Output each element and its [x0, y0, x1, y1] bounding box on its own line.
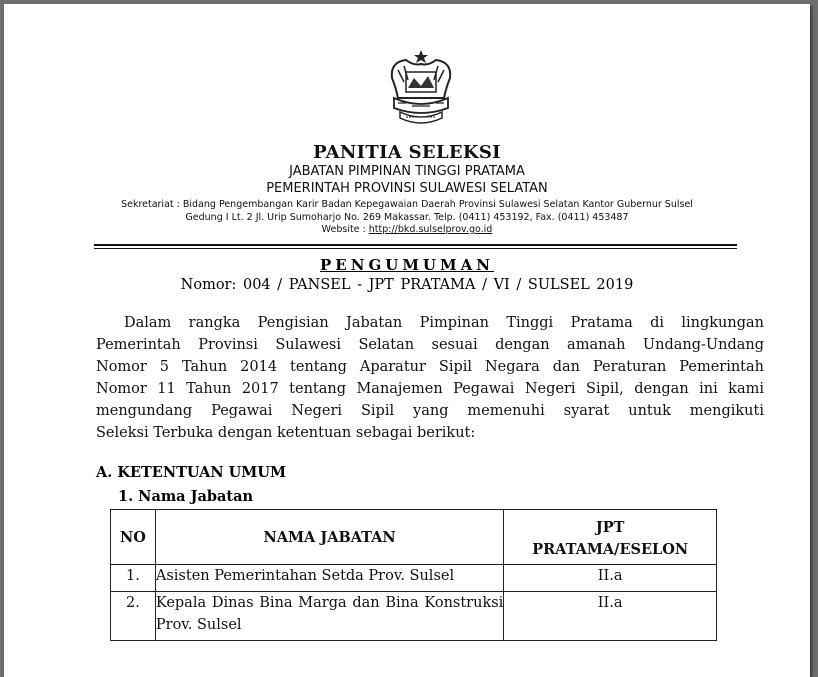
section-heading-a: A. KETENTUAN UMUM: [96, 464, 287, 481]
announcement-number: Nomor: 004 / PANSEL - JPT PRATAMA / VI / SULSEL 2019: [180, 277, 634, 293]
header-position-name: NAMA JABATAN: [155, 510, 503, 565]
letterhead-divider-thick: [94, 244, 737, 246]
document-page: [4, 4, 810, 677]
header-jpt: [504, 510, 717, 565]
body-line: Dalam rangka Pengisian Jabatan Pimpinan Tinggi Pratama di lingkungan: [124, 315, 764, 331]
row-grade: II.a: [504, 565, 717, 592]
row-number: 1.: [111, 565, 156, 592]
table-row: [111, 565, 717, 592]
body-line: Pemerintah Provinsi Sulawesi Selatan sesuai dengan amanah Undang-Undang: [96, 337, 764, 353]
website-line: [4, 224, 810, 235]
body-line: Nomor 11 Tahun 2017 tentang Manajemen Pegawai Negeri Sipil, dengan ini kami: [96, 381, 764, 397]
header-jpt-line1: JPT: [595, 519, 625, 536]
row-number: 2.: [111, 592, 156, 641]
announcement-title: PENGUMUMAN: [320, 256, 494, 274]
website-link[interactable]: http://bkd.sulselprov.go.id: [368, 224, 493, 235]
website-label: Website :: [321, 224, 369, 235]
table-row: [111, 592, 717, 641]
letterhead-divider-thin: [94, 248, 737, 249]
table-header-row: [111, 510, 717, 565]
row-position-name: Kepala Dinas Bina Marga dan Bina Konstruksi Prov. Sulsel: [155, 592, 503, 641]
row-position-name: Asisten Pemerintahan Setda Prov. Sulsel: [155, 565, 503, 592]
provincial-emblem-icon: [384, 48, 458, 128]
committee-title: PANITIA SELEKSI: [313, 142, 501, 163]
header-no: NO: [111, 510, 156, 565]
secretariat-line: Sekretariat : Bidang Pengembangan Karir Badan Kepegawaian Daerah Provinsi Sulawesi Selatan Kantor Gubernur Sulsel: [121, 199, 693, 210]
body-line: Nomor 5 Tahun 2014 tentang Aparatur Sipil Negara dan Peraturan Pemerintah: [96, 359, 764, 375]
header-jpt-line2: PRATAMA/ESELON: [532, 541, 689, 558]
committee-subtitle-1: JABATAN PIMPINAN TINGGI PRATAMA: [289, 164, 525, 179]
committee-subtitle-2: PEMERINTAH PROVINSI SULAWESI SELATAN: [266, 181, 548, 196]
body-line: mengundang Pegawai Negeri Sipil yang memenuhi syarat untuk mengikuti: [96, 403, 764, 419]
subsection-heading-1: 1. Nama Jabatan: [118, 488, 254, 505]
position-table: [110, 509, 717, 641]
body-line: Seleksi Terbuka dengan ketentuan sebagai berikut:: [96, 425, 476, 441]
row-grade: II.a: [504, 592, 717, 641]
address-line: Gedung I Lt. 2 Jl. Urip Sumoharjo No. 269 Makassar. Telp. (0411) 453192, Fax. (0411) 453487: [185, 212, 629, 223]
